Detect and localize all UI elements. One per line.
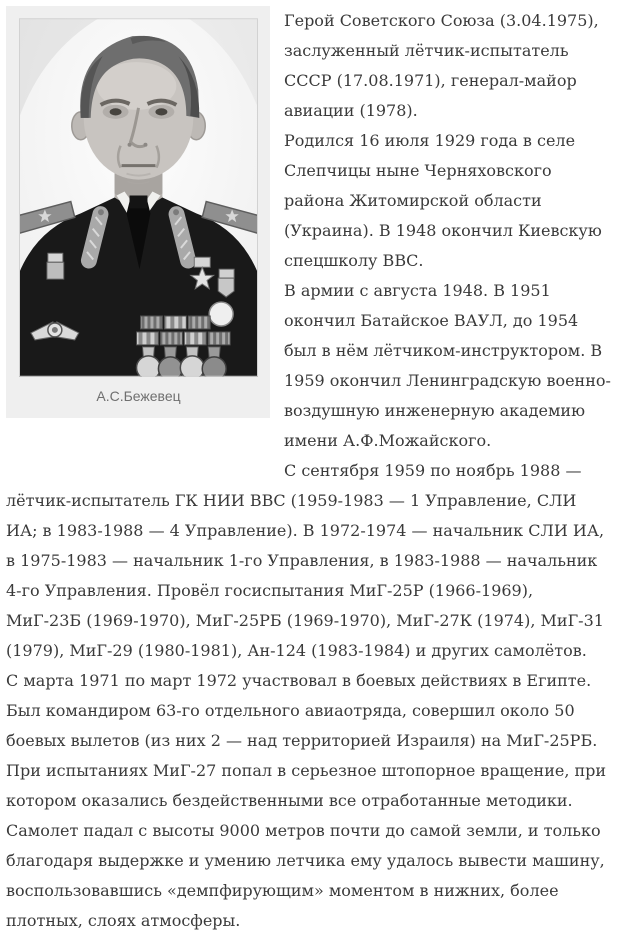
paragraph-titles: Герой Советского Союза (3.04.1975), заслуженный лётчик-испытатель СССР (17.08.1971), генерал-майор авиации (1978). <box>284 11 599 120</box>
paragraph-education: В армии с августа 1948. В 1951 окончил Батайское ВАУЛ, до 1954 был в нём лётчиком-инструктором. В 1959 окончил Ленинградскую военно-воздушную инженерную академию имени А.Ф.Можайского. <box>284 281 611 450</box>
portrait-photo[interactable] <box>19 18 258 377</box>
portrait-photo-illustration <box>19 18 258 377</box>
paragraph-mig27-spin: При испытаниях МиГ-27 попал в серьезное штопорное вращение, при котором оказались бездейственными все отработанные методики. Самолет падал с высоты 9000 метров почти до самой земли, и только благодаря выдержке и умению летчика ему удалось вывести машину, воспользовавшись «демпфирующим» моментом в нижних, более плотных, слоях атмосферы. <box>6 761 607 930</box>
paragraph-egypt: С марта 1971 по март 1972 участвовал в боевых действиях в Египте. Был командиром 63-го отдельного авиаотряда, совершил около 50 боевых вылетов (из них 2 — над территорией Израиля) на МиГ-25РБ. <box>6 671 598 750</box>
paragraph-test-pilot-career: С сентября 1959 по ноябрь 1988 — лётчик-испытатель ГК НИИ ВВС (1959-1983 — 1 Управление, СЛИ ИА; в 1983-1988 — 4 Управление). В 1972-1974 — начальник СЛИ ИА, в 1975-1983 — начальник 1-го Управления, в 1983-1988 — начальник 4-го Управления. Провёл госиспытания МиГ-25Р (1966-1969), МиГ-23Б (1969-1970), МиГ-25РБ (1969-1970), МиГ-27К (1974), МиГ-31 (1979), МиГ-29 (1980-1981), Ан-124 (1983-1984) и других самолётов. <box>6 461 605 660</box>
paragraph-birth: Родился 16 июля 1929 года в селе Слепчицы ныне Черняховского района Житомирской области (Украина). В 1948 окончил Киевскую спецшколу ВВС. <box>284 131 602 270</box>
portrait-caption: А.С.Бежевец <box>96 388 181 404</box>
portrait-figure <box>6 6 270 418</box>
